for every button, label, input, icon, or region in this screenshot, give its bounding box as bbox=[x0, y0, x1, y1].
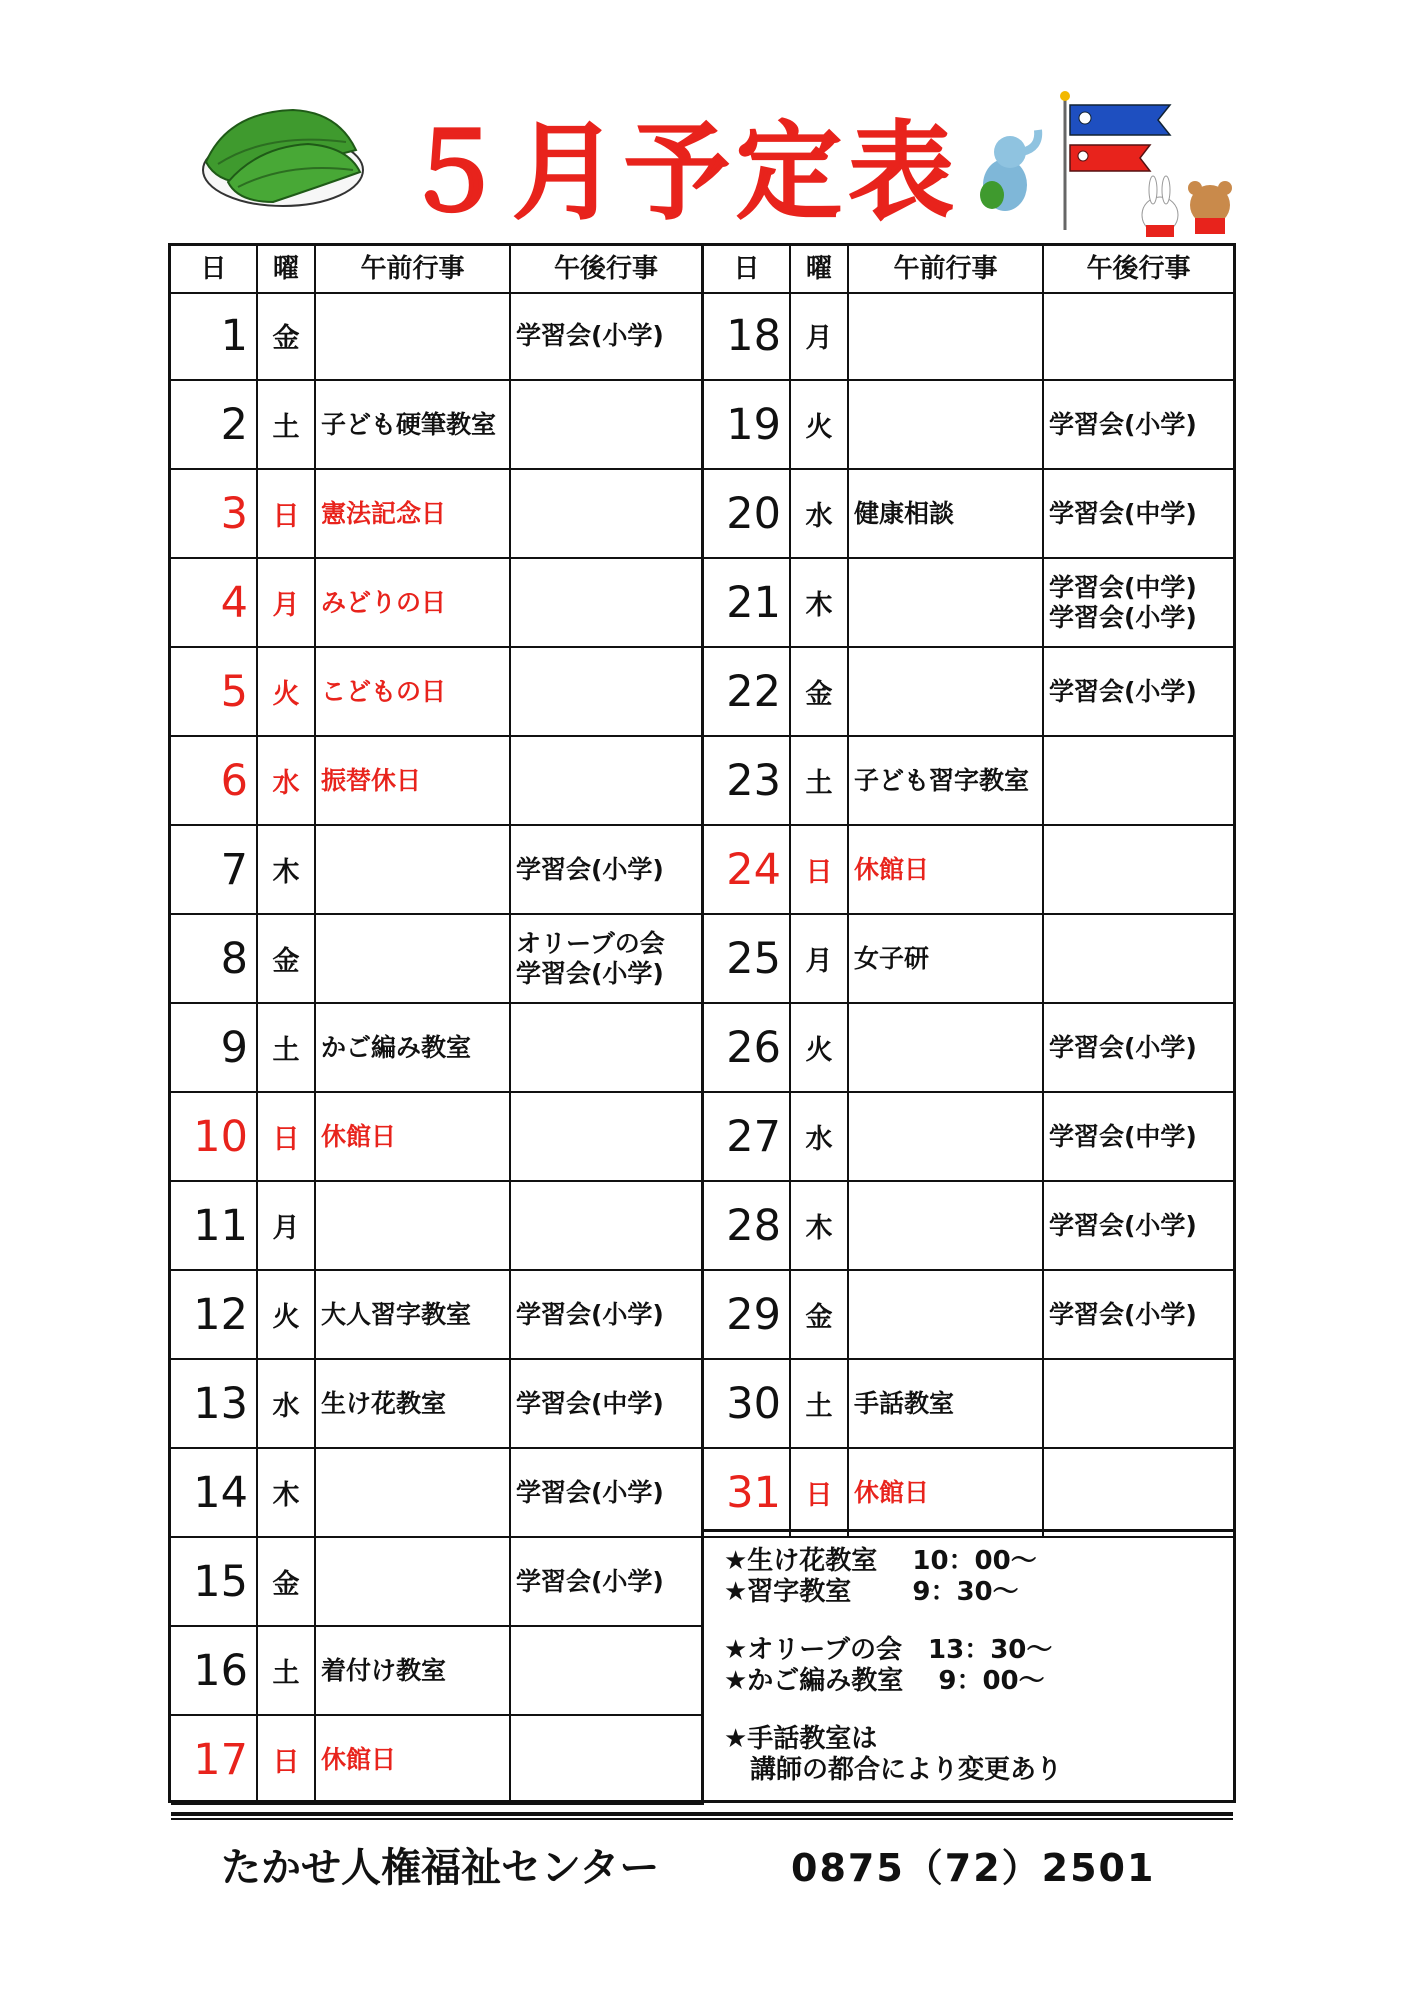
pm-event: 学習会(小学) bbox=[1049, 1299, 1197, 1329]
pm-event bbox=[511, 737, 704, 824]
pm-event bbox=[511, 648, 704, 735]
table-row bbox=[704, 1004, 1233, 1093]
footer-divider bbox=[171, 1818, 1233, 1820]
day-number: 14 bbox=[171, 1449, 258, 1536]
pm-event bbox=[1044, 915, 1236, 1002]
pm-event bbox=[1044, 1360, 1236, 1447]
header-day-left: 日 bbox=[171, 246, 258, 292]
page-title: ５月予定表 bbox=[400, 111, 960, 234]
weekday-label: 木 bbox=[791, 559, 849, 646]
header-weekday-left: 曜 bbox=[258, 246, 316, 292]
am-event bbox=[316, 915, 511, 1002]
day-number: 21 bbox=[704, 559, 791, 646]
am-event: かご編み教室 bbox=[316, 1004, 511, 1091]
am-event: 子ども習字教室 bbox=[849, 737, 1044, 824]
weekday-label: 木 bbox=[258, 826, 316, 913]
weekday-label: 水 bbox=[791, 1093, 849, 1180]
table-row bbox=[171, 292, 704, 381]
weekday-label: 土 bbox=[791, 737, 849, 824]
table-row bbox=[704, 1182, 1233, 1271]
pm-event: 学習会(小学) bbox=[1049, 1210, 1197, 1240]
pm-event: 学習会(小学) bbox=[511, 826, 704, 913]
day-number: 15 bbox=[171, 1538, 258, 1625]
pm-event: 学習会(小学) bbox=[1049, 676, 1197, 706]
header-pm-right: 午後行事 bbox=[1086, 254, 1191, 284]
am-event: 子ども硬筆教室 bbox=[316, 381, 511, 468]
am-event: 大人習字教室 bbox=[316, 1271, 511, 1358]
weekday-label: 土 bbox=[258, 1004, 316, 1091]
day-number: 22 bbox=[704, 648, 791, 735]
am-event: 休館日 bbox=[316, 1716, 511, 1803]
day-number: 17 bbox=[171, 1716, 258, 1803]
kashiwa-mochi-icon bbox=[188, 92, 368, 222]
day-number: 20 bbox=[704, 470, 791, 557]
am-event: 振替休日 bbox=[316, 737, 511, 824]
am-event bbox=[849, 1271, 1044, 1358]
table-row bbox=[171, 826, 704, 915]
day-number: 4 bbox=[171, 559, 258, 646]
am-event: こどもの日 bbox=[316, 648, 511, 735]
day-number: 2 bbox=[171, 381, 258, 468]
pm-event: 学習会(小学) bbox=[1049, 409, 1197, 439]
day-number: 18 bbox=[704, 292, 791, 379]
weekday-label: 金 bbox=[258, 1538, 316, 1625]
pm-event bbox=[511, 1004, 704, 1091]
day-number: 19 bbox=[704, 381, 791, 468]
table-row bbox=[171, 1093, 704, 1182]
pm-event: 学習会(中学) bbox=[1049, 498, 1197, 528]
notes-box bbox=[704, 1529, 1233, 1797]
day-number: 24 bbox=[704, 826, 791, 913]
weekday-label: 火 bbox=[258, 648, 316, 735]
table-row bbox=[704, 381, 1233, 470]
table-row bbox=[704, 737, 1233, 826]
weekday-label: 木 bbox=[791, 1182, 849, 1269]
weekday-label: 金 bbox=[791, 648, 849, 735]
table-row bbox=[704, 1449, 1233, 1538]
am-event: 健康相談 bbox=[849, 470, 1044, 557]
weekday-label: 金 bbox=[258, 292, 316, 379]
pm-event: 学習会(中学) 学習会(小学) bbox=[1049, 572, 1197, 632]
pm-event bbox=[1044, 826, 1236, 913]
weekday-label: 月 bbox=[258, 1182, 316, 1269]
table-row bbox=[171, 1716, 704, 1805]
table-row bbox=[171, 1538, 704, 1627]
am-event bbox=[316, 826, 511, 913]
weekday-label: 日 bbox=[258, 470, 316, 557]
weekday-label: 土 bbox=[791, 1360, 849, 1447]
pm-event: 学習会(中学) bbox=[1049, 1121, 1197, 1151]
weekday-label: 日 bbox=[258, 1716, 316, 1803]
am-event: 生け花教室 bbox=[316, 1360, 511, 1447]
weekday-label: 水 bbox=[791, 470, 849, 557]
table-row bbox=[171, 1449, 704, 1538]
pm-event bbox=[511, 1716, 704, 1803]
pm-event: オリーブの会 学習会(小学) bbox=[511, 915, 704, 1002]
day-number: 10 bbox=[171, 1093, 258, 1180]
weekday-label: 日 bbox=[791, 1449, 849, 1536]
pm-event bbox=[1044, 292, 1236, 379]
day-number: 1 bbox=[171, 292, 258, 379]
day-number: 26 bbox=[704, 1004, 791, 1091]
weekday-label: 月 bbox=[258, 559, 316, 646]
note-group bbox=[724, 1724, 1233, 1786]
day-number: 3 bbox=[171, 470, 258, 557]
note-group bbox=[724, 1546, 1233, 1608]
table-row bbox=[704, 915, 1233, 1004]
weekday-label: 火 bbox=[791, 381, 849, 468]
table-row bbox=[704, 292, 1233, 381]
note-line: ★生け花教室 10：00～ bbox=[724, 1546, 1037, 1576]
pm-event: 学習会(小学) bbox=[511, 1271, 704, 1358]
table-row bbox=[704, 1360, 1233, 1449]
table-row bbox=[171, 470, 704, 559]
am-event: 休館日 bbox=[316, 1093, 511, 1180]
table-row bbox=[171, 381, 704, 470]
weekday-label: 木 bbox=[258, 1449, 316, 1536]
pm-event bbox=[511, 1627, 704, 1714]
weekday-label: 土 bbox=[258, 1627, 316, 1714]
weekday-label: 金 bbox=[791, 1271, 849, 1358]
weekday-label: 火 bbox=[791, 1004, 849, 1091]
table-row bbox=[704, 1093, 1233, 1182]
weekday-label: 土 bbox=[258, 381, 316, 468]
day-number: 29 bbox=[704, 1271, 791, 1358]
am-event bbox=[316, 1182, 511, 1269]
pm-event: 学習会(小学) bbox=[511, 292, 704, 379]
weekday-label: 日 bbox=[791, 826, 849, 913]
table-row bbox=[171, 648, 704, 737]
day-number: 5 bbox=[171, 648, 258, 735]
weekday-label: 火 bbox=[258, 1271, 316, 1358]
table-row bbox=[171, 559, 704, 648]
am-event bbox=[849, 1004, 1044, 1091]
table-row bbox=[171, 1627, 704, 1716]
table-row bbox=[171, 737, 704, 826]
am-event: 休館日 bbox=[849, 826, 1044, 913]
pm-event bbox=[511, 470, 704, 557]
header-pm-left: 午後行事 bbox=[511, 246, 704, 292]
day-number: 6 bbox=[171, 737, 258, 824]
pm-event bbox=[511, 1182, 704, 1269]
am-event bbox=[316, 1449, 511, 1536]
am-event: 着付け教室 bbox=[316, 1627, 511, 1714]
note-line: ★オリーブの会 13：30～ bbox=[724, 1635, 1053, 1665]
am-event: 手話教室 bbox=[849, 1360, 1044, 1447]
table-row bbox=[704, 1271, 1233, 1360]
header-weekday-right: 曜 bbox=[791, 246, 849, 292]
am-event bbox=[849, 1182, 1044, 1269]
am-event bbox=[316, 292, 511, 379]
am-event: 女子研 bbox=[849, 915, 1044, 1002]
note-group bbox=[724, 1635, 1233, 1697]
am-event: 憲法記念日 bbox=[316, 470, 511, 557]
pm-event: 学習会(小学) bbox=[511, 1449, 704, 1536]
footer-divider bbox=[171, 1812, 1233, 1816]
day-number: 16 bbox=[171, 1627, 258, 1714]
table-row bbox=[171, 1182, 704, 1271]
am-event: みどりの日 bbox=[316, 559, 511, 646]
day-number: 11 bbox=[171, 1182, 258, 1269]
pm-event bbox=[511, 381, 704, 468]
header-am-left: 午前行事 bbox=[316, 246, 511, 292]
am-event bbox=[849, 559, 1044, 646]
pm-event bbox=[1044, 737, 1236, 824]
weekday-label: 日 bbox=[258, 1093, 316, 1180]
table-row bbox=[171, 1271, 704, 1360]
table-header bbox=[171, 246, 1233, 294]
note-line: ★かご編み教室 9：00～ bbox=[724, 1666, 1045, 1696]
am-event bbox=[849, 648, 1044, 735]
day-number: 23 bbox=[704, 737, 791, 824]
am-event: 休館日 bbox=[849, 1449, 1044, 1536]
day-number: 31 bbox=[704, 1449, 791, 1536]
weekday-label: 水 bbox=[258, 737, 316, 824]
day-number: 12 bbox=[171, 1271, 258, 1358]
header-am-right: 午前行事 bbox=[849, 246, 1044, 292]
day-number: 27 bbox=[704, 1093, 791, 1180]
pm-event bbox=[511, 1093, 704, 1180]
table-row bbox=[704, 470, 1233, 559]
day-number: 30 bbox=[704, 1360, 791, 1447]
note-line: 講師の都合により変更あり bbox=[724, 1755, 1063, 1785]
header-day-right: 日 bbox=[704, 246, 791, 292]
day-number: 28 bbox=[704, 1182, 791, 1269]
am-event bbox=[849, 1093, 1044, 1180]
note-line: ★習字教室 9：30～ bbox=[724, 1577, 1019, 1607]
pm-event: 学習会(小学) bbox=[511, 1538, 704, 1625]
day-number: 7 bbox=[171, 826, 258, 913]
schedule-table bbox=[168, 243, 1236, 1891]
table-row bbox=[171, 915, 704, 1004]
table-row bbox=[171, 1360, 704, 1449]
weekday-label: 金 bbox=[258, 915, 316, 1002]
weekday-label: 月 bbox=[791, 292, 849, 379]
table-row bbox=[704, 826, 1233, 915]
am-event bbox=[316, 1538, 511, 1625]
day-number: 13 bbox=[171, 1360, 258, 1447]
footer bbox=[171, 1812, 1233, 1934]
am-event bbox=[849, 292, 1044, 379]
table-row bbox=[704, 648, 1233, 737]
weekday-label: 月 bbox=[791, 915, 849, 1002]
table-row bbox=[171, 1004, 704, 1093]
center-name: たかせ人権福祉センター bbox=[221, 1845, 660, 1891]
day-number: 8 bbox=[171, 915, 258, 1002]
am-event bbox=[849, 381, 1044, 468]
pm-event: 学習会(小学) bbox=[1049, 1032, 1197, 1062]
weekday-label: 水 bbox=[258, 1360, 316, 1447]
day-number: 9 bbox=[171, 1004, 258, 1091]
koinobori-icon bbox=[970, 90, 1240, 240]
pm-event: 学習会(中学) bbox=[511, 1360, 704, 1447]
table-row bbox=[704, 559, 1233, 648]
phone-number: 0875（72）2501 bbox=[791, 1846, 1156, 1890]
pm-event bbox=[1044, 1449, 1236, 1536]
note-line: ★手話教室は bbox=[724, 1724, 878, 1754]
day-number: 25 bbox=[704, 915, 791, 1002]
pm-event bbox=[511, 559, 704, 646]
